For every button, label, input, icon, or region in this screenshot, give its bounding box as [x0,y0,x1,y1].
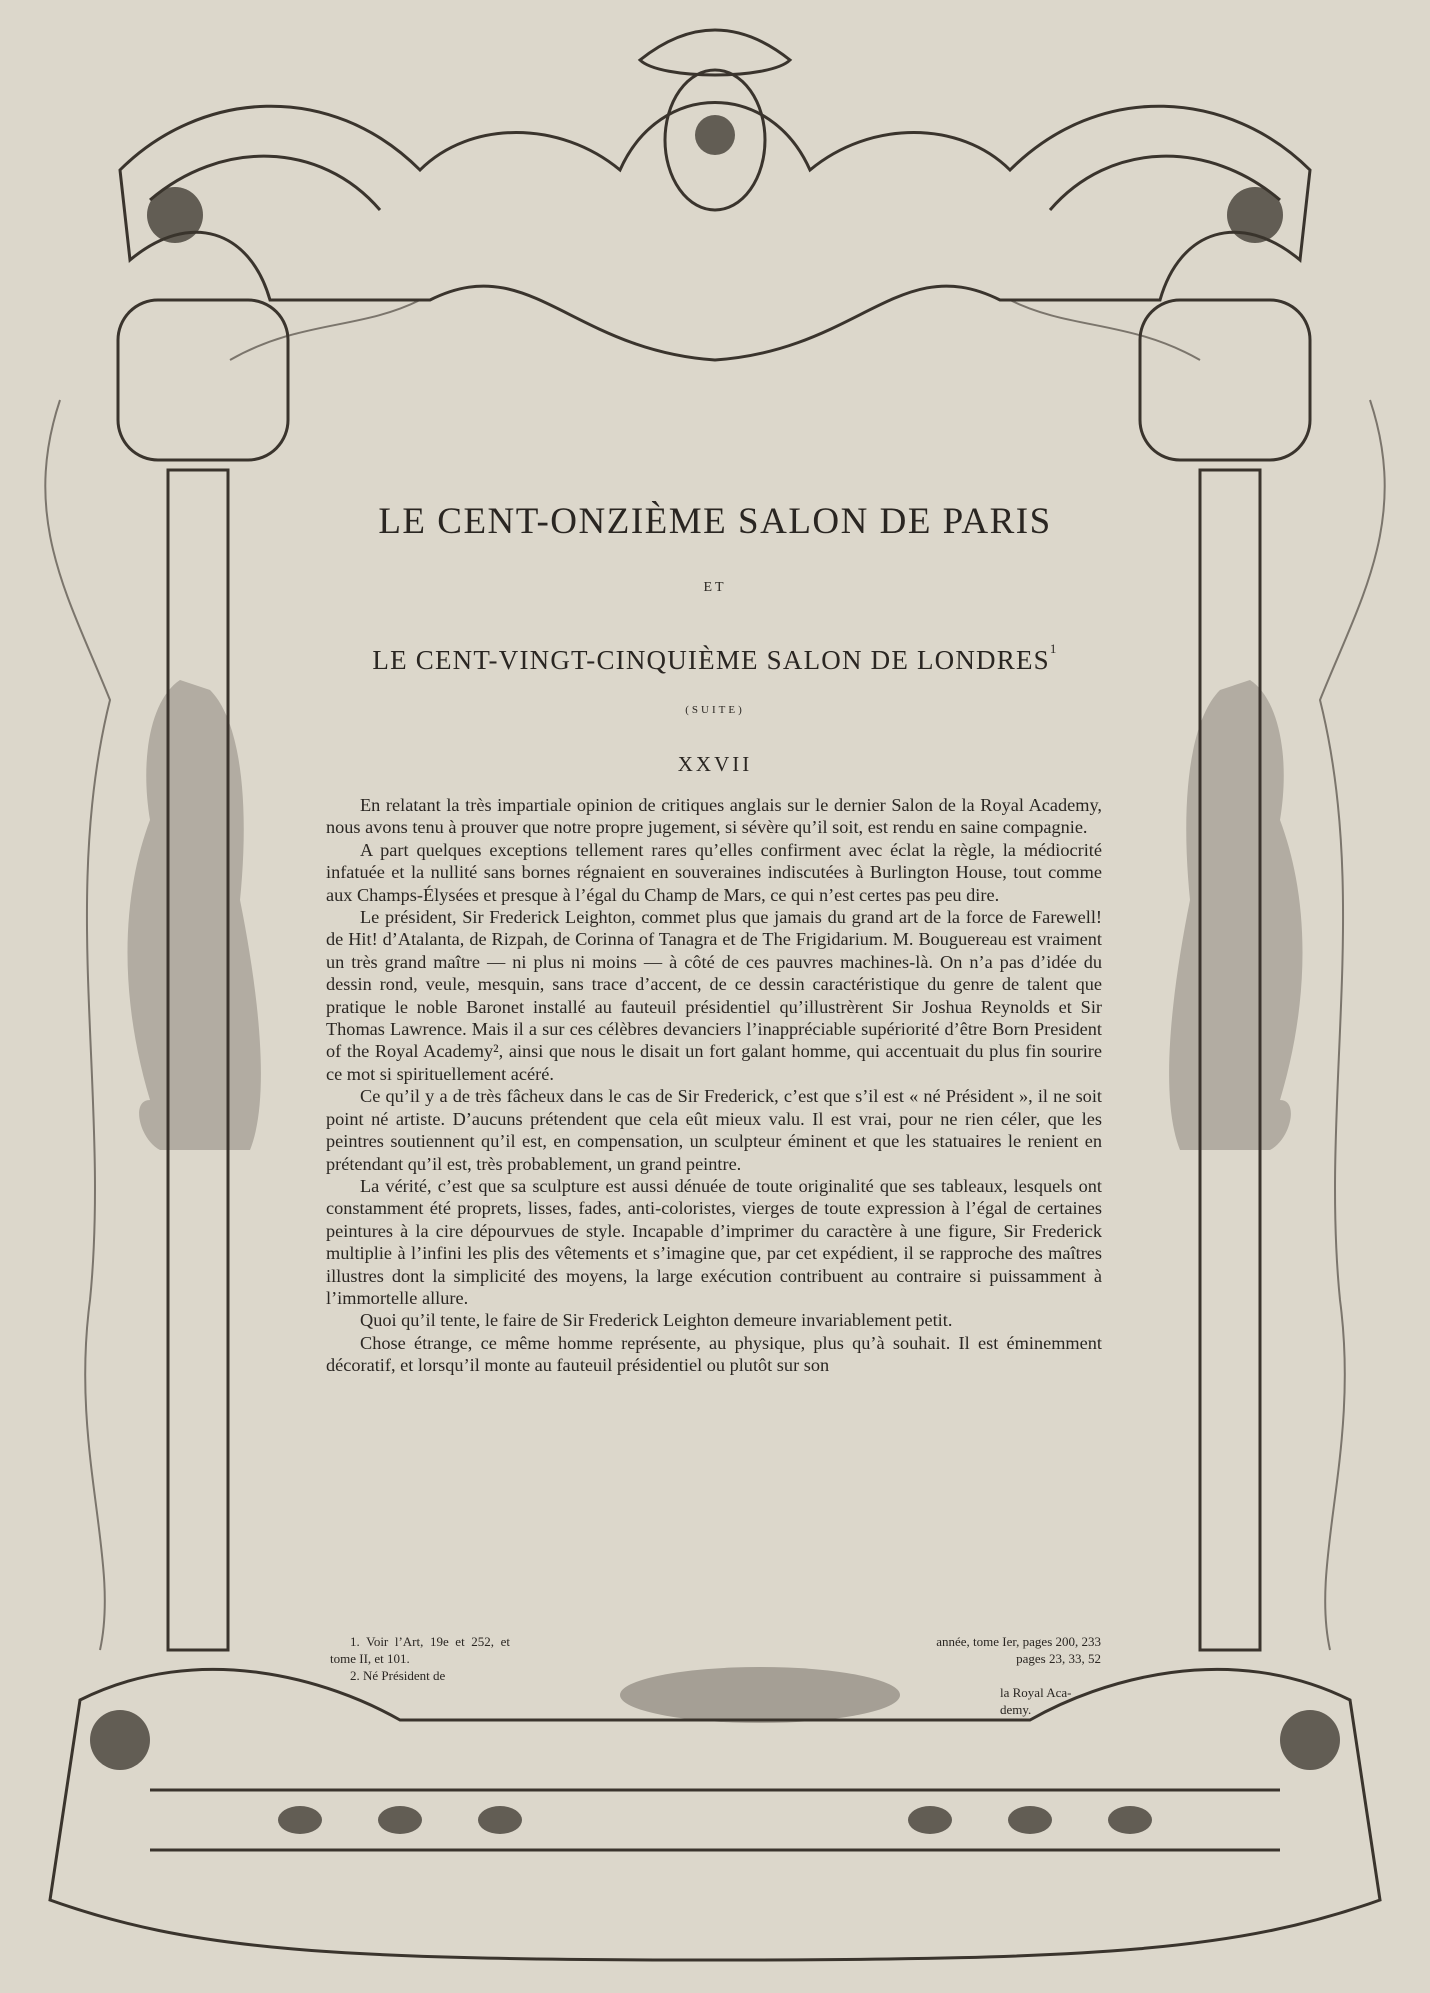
paragraph: Le président, Sir Frederick Leighton, commet plus que jamais du grand art de la force de Farewell! de Hit! d’Atalanta, de Rizpah, de Corinna of Tanagra et de The Frigidarium. M. Bouguereau est vraiment un très grand maître — ni plus ni moins — à côté de ces pauvres machines-là. On n’a pas d’idée du dessin rond, veule, mesquin, sans trace d’accent, de ce dessin caractéristique du genre de talent que pratique le noble Baronet installé au fauteuil présidentiel qu’illustrèrent Sir Joshua Reynolds et Sir Thomas Lawrence. Mais il a sur ces célèbres devanciers l’inappréciable supériorité d’être Born President of the Royal Academy², ainsi que nous le disait un fort galant homme, qui accentuait du plus fin sourire ce mot si spirituellement acéré. [326,907,1102,1084]
continued-label: (SUITE) [685,704,745,716]
subtitle-text: LE CENT-VINGT-CINQUIÈME SALON DE LONDRES [372,645,1050,675]
footnote-2: 2. Né Président de [350,1668,446,1683]
paragraph: En relatant la très impartiale opinion de critiques anglais sur le dernier Salon de la Royal Academy, nous avons tenu à prouver que notre propre jugement, si sévère qu’il soit, est rendu en saine compagnie. [326,795,1102,838]
page-subtitle [330,641,1100,676]
section-number: XXVII [677,752,753,776]
footnote-2-end: demy. [1000,1702,1032,1717]
footnote-ref-1: 1 [1049,641,1058,656]
footnote-1-pages: pages 23, 33, 52 [1016,1651,1101,1666]
paragraph: Ce qu’il y a de très fâcheux dans le cas de Sir Frederick, c’est que s’il est « né Président », il ne soit point né artiste. D’aucuns prétendent que cela eût mieux valu. Il est vrai, pour ne rien céler, que les peintres soutiennent qu’il est, en compensation, un sculpteur éminent et que les statuaires le renient en prétendant qu’il est, très probablement, un grand peintre. [326,1086,1102,1174]
title-conjunction: ET [703,580,727,595]
footnotes-left [330,1633,510,1684]
footnote-1: 1. Voir l’Art, 19e et 252, et tome II, et 101. [330,1634,510,1666]
footnote-1-continued: année, tome Ier, pages 200, 233 [936,1634,1101,1649]
paragraph: Quoi qu’il tente, le faire de Sir Frederick Leighton demeure invariablement petit. [360,1310,953,1331]
paragraph: La vérité, c’est que sa sculpture est aussi dénuée de toute originalité que ses tableaux, lesquels ont constamment été proprets, lisses, fades, anti-coloristes, vierges de toute expression à l’égal de certaines peintures à la cire dépourvues de style. Incapable d’imprimer du caractère à une figure, Sir Frederick multiplie à l’infini les plis des vêtements et s’imagine que, par cet expédient, il se rapproche des maîtres illustres dont la simplicité des moyens, la large exécution contribuent au contraire si puissamment à l’immortelle allure. [326,1175,1102,1308]
page-title: LE CENT-ONZIÈME SALON DE PARIS [378,501,1052,542]
footnotes-right [835,1633,1101,1718]
paragraph: A part quelques exceptions tellement rares qu’elles confirment avec éclat la règle, la médiocrité infatuée et la nullité sans bornes régnaient en souveraines indiscutées à Burlington House, tout comme aux Champs-Élysées et presque à l’égal du Champ de Mars, ce qui n’est certes pas peu dire. [326,839,1102,905]
footnote-2-continued: la Royal Aca- [1000,1685,1072,1700]
paragraph: Chose étrange, ce même homme représente, au physique, plus qu’à souhait. Il est éminemment décoratif, et lorsqu’il monte au fauteuil présidentiel ou plutôt sur son [326,1332,1102,1376]
article-body [326,794,1102,1377]
